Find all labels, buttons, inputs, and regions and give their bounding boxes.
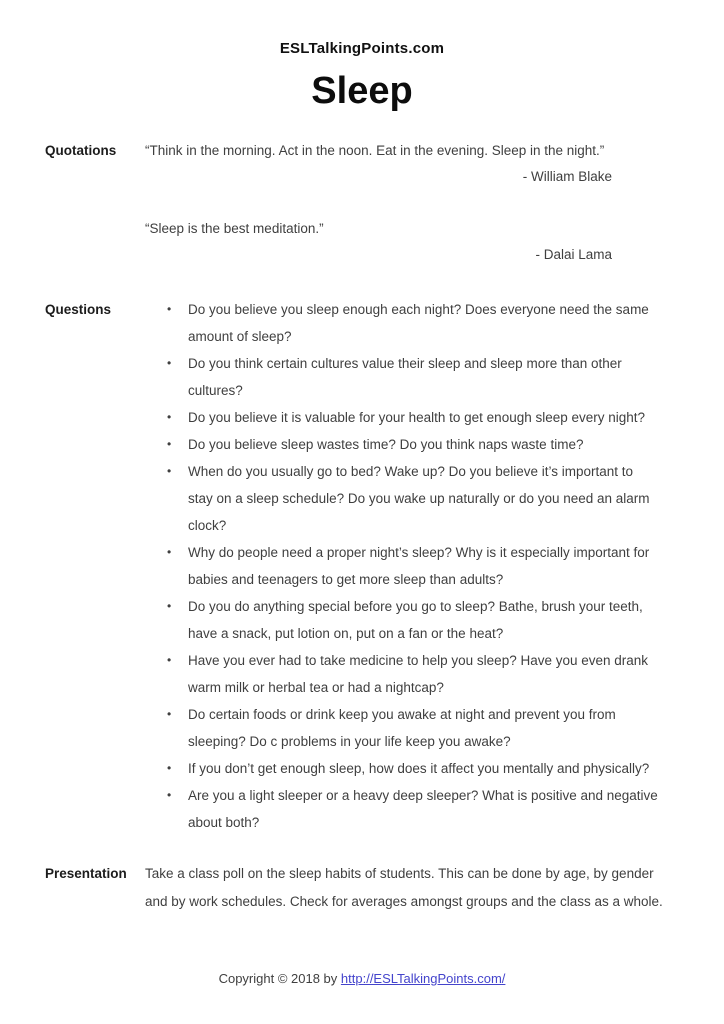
- copyright-text: Copyright © 2018 by: [218, 971, 341, 986]
- question-item: • Do you believe it is valuable for your health to get enough sleep every night?: [166, 404, 658, 431]
- quotations-section: [45, 138, 724, 268]
- page-footer: [0, 971, 724, 986]
- site-name: ESLTalkingPoints.com: [279, 40, 445, 57]
- quote-text: “Sleep is the best meditation.”: [145, 221, 324, 237]
- quotations-content: [145, 138, 612, 268]
- quote-block: [145, 138, 612, 190]
- question-list: [166, 296, 658, 836]
- presentation-text: Take a class poll on the sleep habits of students. This can be done by age, by gender and by work schedules. Check for averages amongst groups and the class as a whole.: [145, 866, 663, 910]
- question-item: • Do you think certain cultures value their sleep and sleep more than other cultures?: [166, 350, 658, 404]
- questions-section: [45, 296, 724, 836]
- quote-block: [145, 216, 612, 268]
- presentation-section: [45, 860, 724, 916]
- quote-attribution: - Dalai Lama: [535, 247, 612, 263]
- question-item: • Do you believe sleep wastes time? Do you think naps waste time?: [166, 431, 658, 458]
- page-title: Sleep: [311, 70, 413, 112]
- presentation-label: Presentation: [45, 866, 127, 882]
- question-item: • Do certain foods or drink keep you awake at night and prevent you from sleeping? Do c problems in your life keep you awake?: [166, 701, 658, 755]
- question-item: • Are you a light sleeper or a heavy deep sleeper? What is positive and negative about both?: [166, 782, 658, 836]
- question-item: • Do you do anything special before you go to sleep? Bathe, brush your teeth, have a snack, put lotion on, put on a fan or the heat?: [166, 593, 658, 647]
- question-item: • Have you ever had to take medicine to help you sleep? Have you even drank warm milk or herbal tea or had a nightcap?: [166, 647, 658, 701]
- footer-link[interactable]: http://ESLTalkingPoints.com/: [340, 971, 506, 986]
- question-item: • Do you believe you sleep enough each night? Does everyone need the same amount of sleep?: [166, 296, 658, 350]
- quotations-label: Quotations: [45, 143, 117, 159]
- quote-text: “Think in the morning. Act in the noon. Eat in the evening. Sleep in the night.”: [145, 143, 605, 159]
- content-area: [0, 138, 724, 916]
- quote-attribution: - William Blake: [522, 169, 612, 185]
- questions-label: Questions: [45, 302, 112, 318]
- question-item: • If you don’t get enough sleep, how does it affect you mentally and physically?: [166, 755, 658, 782]
- question-item: • Why do people need a proper night’s sleep? Why is it especially important for babies and teenagers to get more sleep than adults?: [166, 539, 658, 593]
- question-item: • When do you usually go to bed? Wake up? Do you believe it’s important to stay on a sleep schedule? Do you wake up naturally or do you need an alarm clock?: [166, 458, 658, 539]
